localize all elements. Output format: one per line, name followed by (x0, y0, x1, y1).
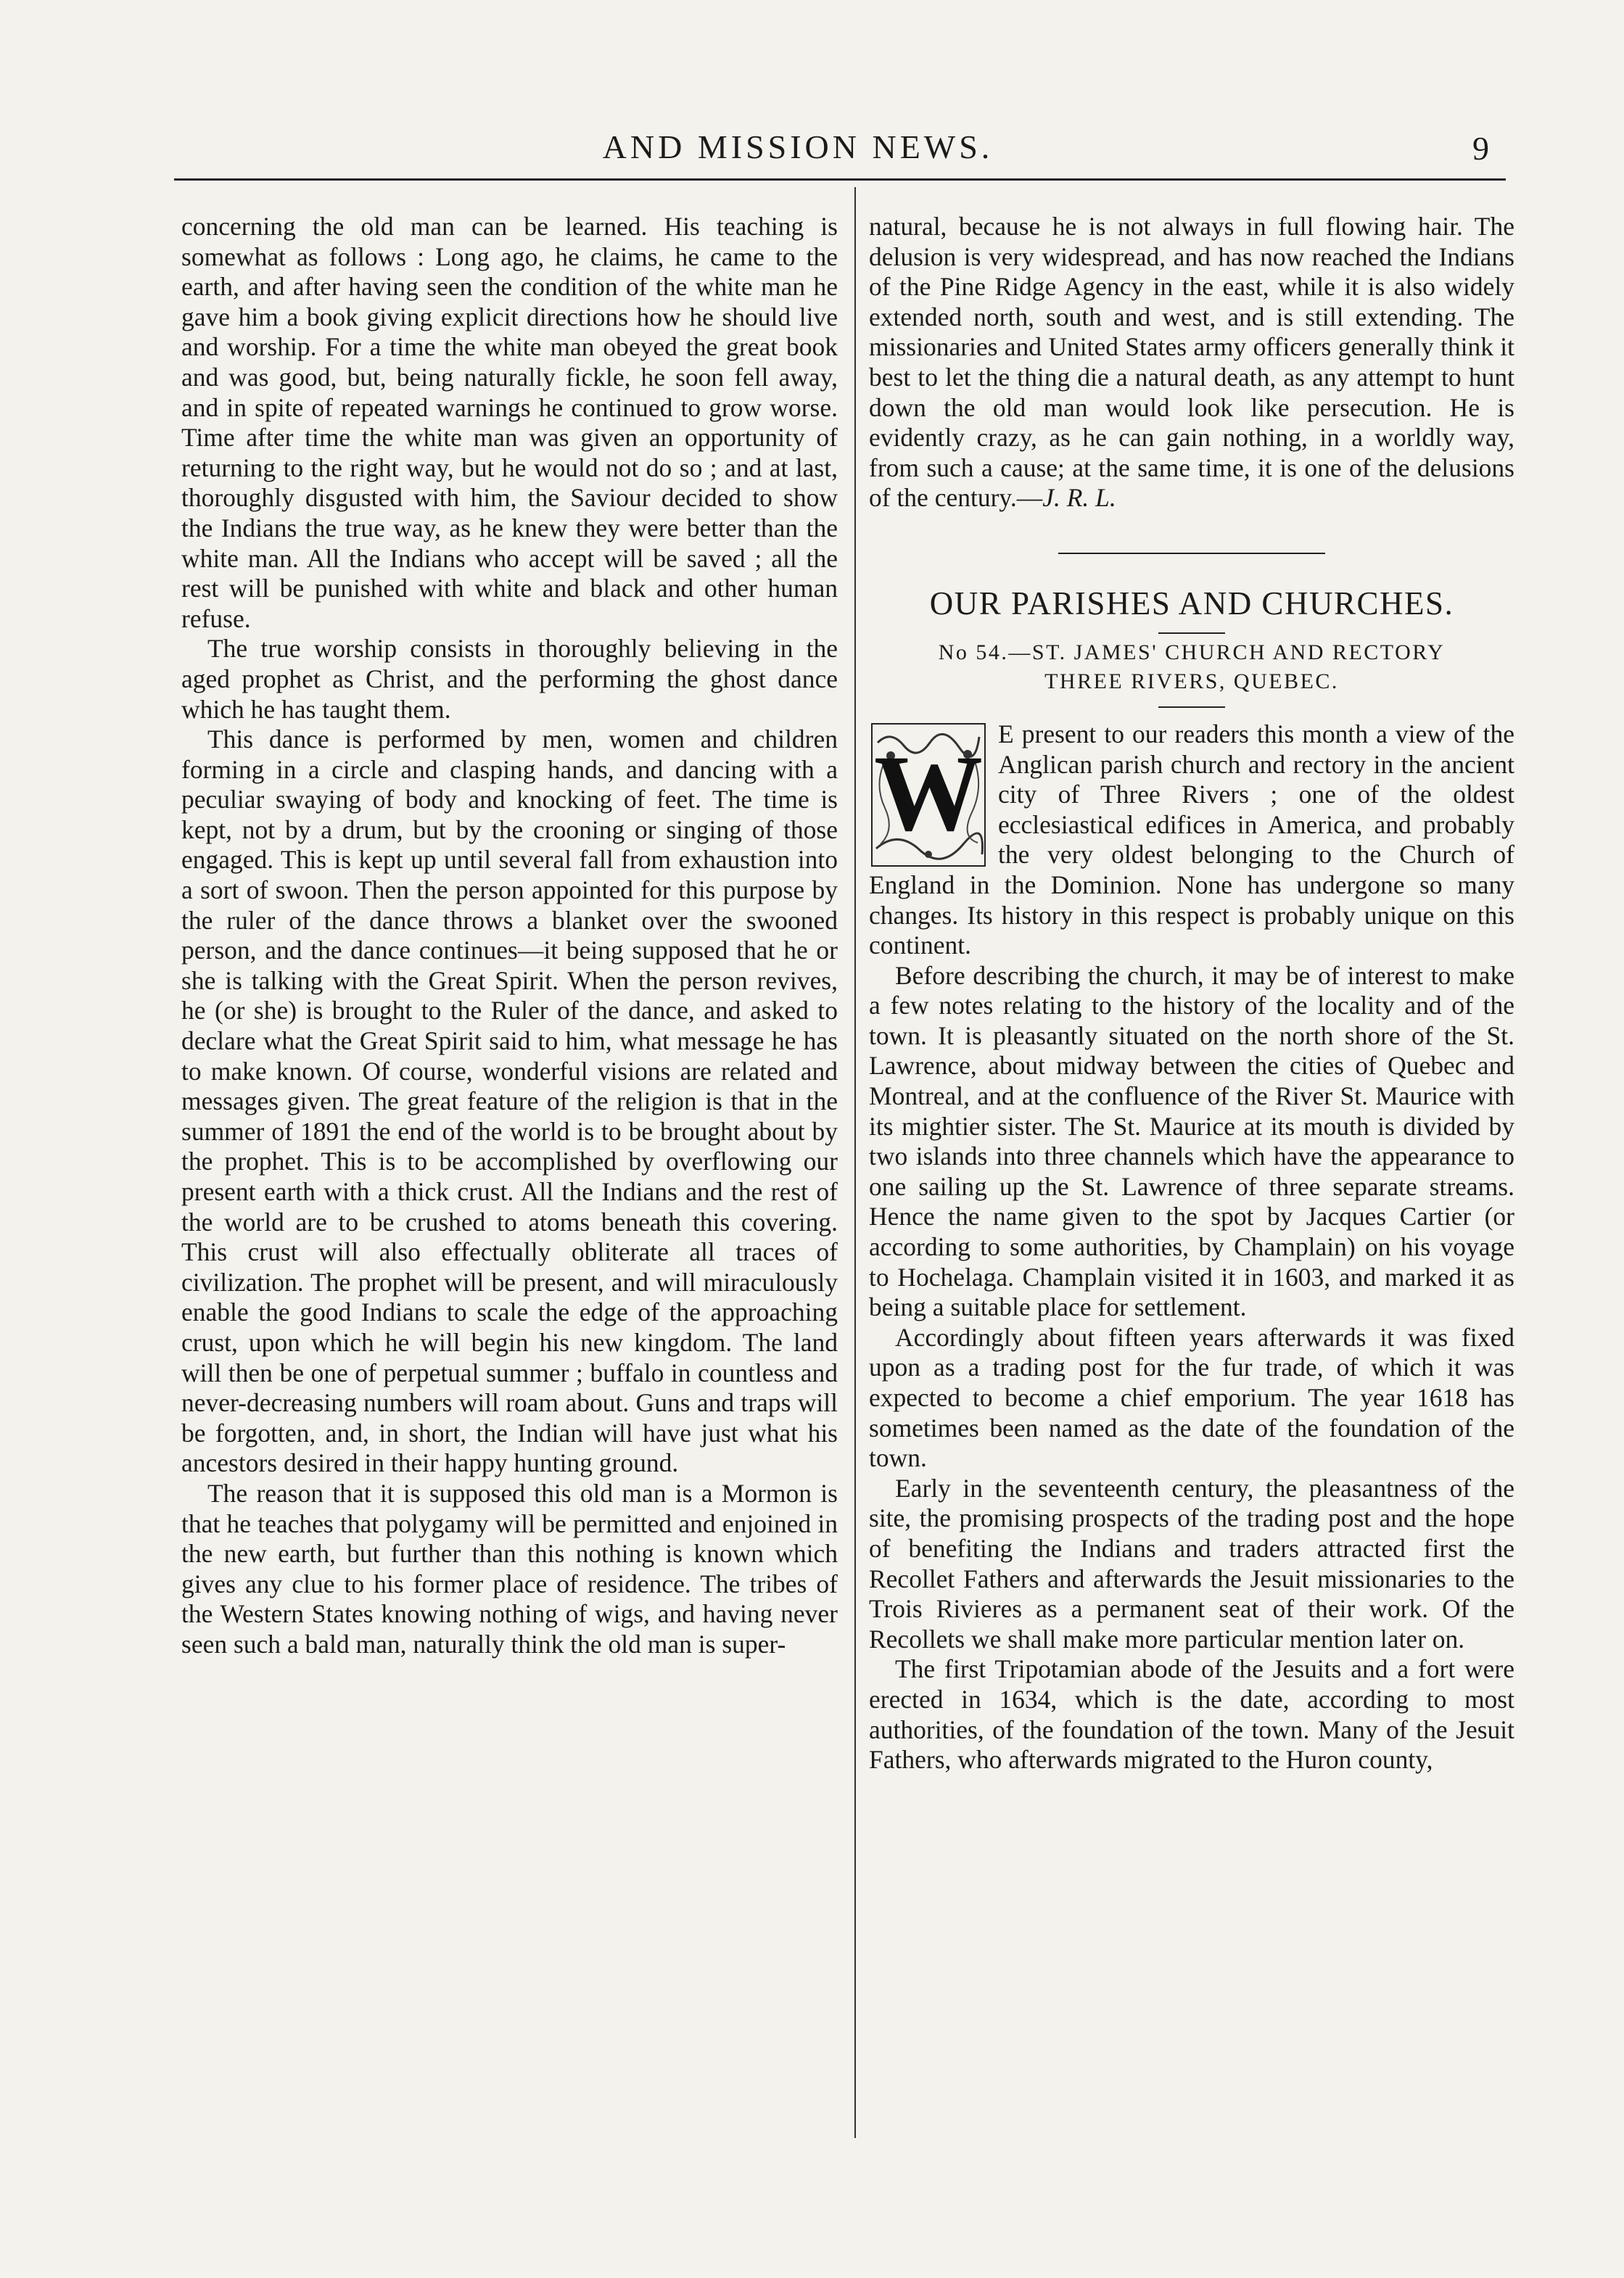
article-subtitle (869, 638, 1514, 696)
paragraph: The true worship consists in thoroughly believing in the aged prophet as Christ, and the performing the ghost dance which he has taught them. (181, 634, 838, 724)
title-rule (1158, 632, 1225, 634)
section-title: OUR PARISHES AND CHURCHES. (929, 585, 1454, 622)
running-header: AND MISSION NEWS. (602, 128, 994, 165)
subtitle-line: No 54.—ST. JAMES' CHURCH AND RECTORY (938, 640, 1446, 664)
paragraph: natural, because he is not always in full flowing hair. The delusion is very widespread, and has now reached the Indians of the Pine Ridge Agency in the east, while it is also widely extended north, south and west, and is still extending. The missionaries and United States army officers generally think it best to let the thing die a natural death, as any attempt to hunt down the old man would look like persecution. He is evidently crazy, as he can gain nothing, in a worldly way, from such a cause; at the same time, it is one of the delusions of the century.—J. R. L. (869, 212, 1514, 513)
paragraph: The first Tripotamian abode of the Jesuits and a fort were erected in 1634, which is the date, according to most authorities, of the foundation of the town. Many of the Jesuit Fathers, who afterwards migrated to the Huron county, (869, 1654, 1514, 1775)
decorative-dropcap-icon (869, 721, 988, 869)
paragraph: concerning the old man can be learned. His teaching is somewhat as follows : Long ago, he claims, he came to the earth, and after having seen the condition of the white man he gave him a book giving explicit directions how he should live and worship. For a time the white man obeyed the great book and was good, but, being naturally fickle, he soon fell away, and in spite of repeated warnings he continued to grow worse. Time after time the white man was given an opportunity of returning to the right way, but he would not do so ; and at last, thoroughly disgusted with him, the Saviour decided to show the Indians the true way, as he knew they were better than the white man. All the Indians who accept will be saved ; all the rest will be punished with white and black and other human refuse. (181, 212, 838, 633)
paragraph: This dance is performed by men, women and children forming in a circle and clasping hands, and dancing with a peculiar swaying of body and knocking of feet. The time is kept, not by a drum, but by the crooning or singing of those engaged. This is kept up until several fall from exhaustion into a sort of swoon. Then the person appointed for this purpose by the ruler of the dance throws a blanket over the swooned person, and the dance continues—it being supposed that he or she is talking with the Great Spirit. When the person revives, he (or she) is brought to the Ruler of the dance, and asked to declare what the Great Spirit said to him, what message he has to make known. Of course, wonderful visions are related and messages given. The great feature of the religion is that in the summer of 1891 the end of the world is to be brought about by the prophet. This is to be accomplished by overflowing our present earth with a thick crust. All the Indians and the rest of the world are to be crushed to atoms beneath this covering. This crust will also effectually obliterate all traces of civilization. The prophet will be present, and will miraculously enable the good Indians to scale the edge of the approaching crust, upon which he will begin his new kingdom. The land will then be one of perpetual summer ; buffalo in countless and never-decreasing numbers will roam about. Guns and traps will be forgotten, and, in short, the Indian will have just what his ancestors desired in their happy hunting ground. (181, 725, 838, 1478)
article-body (869, 719, 1514, 1775)
subtitle-line: THREE RIVERS, QUEBEC. (1044, 669, 1339, 693)
continuation-text: natural, because he is not always in full flowing hair. The delusion is very widespread, and has now reached the Indians of the Pine Ridge Agency in the east, while it is also widely extended north, south and west, and is still extending. The missionaries and United States army officers generally think it best to let the thing die a natural death, as any attempt to hunt down the old man would look like persecution. He is evidently crazy, as he can gain nothing, in a worldly way, from such a cause; at the same time, it is one of the delusions of the century. (869, 212, 1514, 513)
column-divider (854, 187, 856, 2138)
dropcap-letter: W (874, 732, 983, 854)
left-column (181, 212, 838, 1660)
section-divider (1058, 553, 1325, 554)
header-rule (174, 178, 1506, 181)
paragraph: The reason that it is supposed this old man is a Mormon is that he teaches that polygamy will be permitted and enjoined in the new earth, but further than this nothing is known which gives any clue to his former place of residence. The tribes of the Western States knowing nothing of wigs, and having never seen such a bald man, naturally think the old man is super- (181, 1478, 838, 1659)
paragraph: E present to our readers this month a view of the Anglican parish church and rectory in the ancient city of Three Rivers ; one of the oldest ecclesiastical edifices in America, and probably the very oldest belonging to the Church of England in the Dominion. None has undergone so many changes. Its history in this respect is probably unique on this continent. (869, 719, 1514, 960)
paragraph: Before describing the church, it may be of interest to make a few notes relating to the history of the locality and of the town. It is pleasantly situated on the north shore of the St. Lawrence, about midway between the cities of Quebec and Montreal, and at the confluence of the River St. Maurice with its mightier sister. The St. Maurice at its mouth is divided by two islands into three channels which have the appearance to one sailing up the St. Lawrence of three separate streams. Hence the name given to the spot by Jacques Cartier (or according to some authorities, by Champlain) on his voyage to Hochelaga. Champlain visited it in 1603, and marked it as being a suitable place for settlement. (869, 960, 1514, 1322)
subtitle-rule (1158, 706, 1225, 708)
page-number: 9 (1472, 130, 1489, 167)
author-signature: J. R. L. (1042, 483, 1116, 513)
right-column (869, 212, 1514, 1775)
paragraph: Accordingly about fifteen years afterwards it was fixed upon as a trading post for the fur trade, of which it was expected to become a chief emporium. The year 1618 has sometimes been named as the date of the foundation of the town. (869, 1322, 1514, 1473)
paragraph: Early in the seventeenth century, the pleasantness of the site, the promising prospects of the trading post and the hope of benefiting the Indians and traders attracted first the Recollet Fathers and afterwards the Jesuit missionaries to the Trois Rivieres as a permanent seat of their work. Of the Recollets we shall make more particular mention later on. (869, 1473, 1514, 1654)
